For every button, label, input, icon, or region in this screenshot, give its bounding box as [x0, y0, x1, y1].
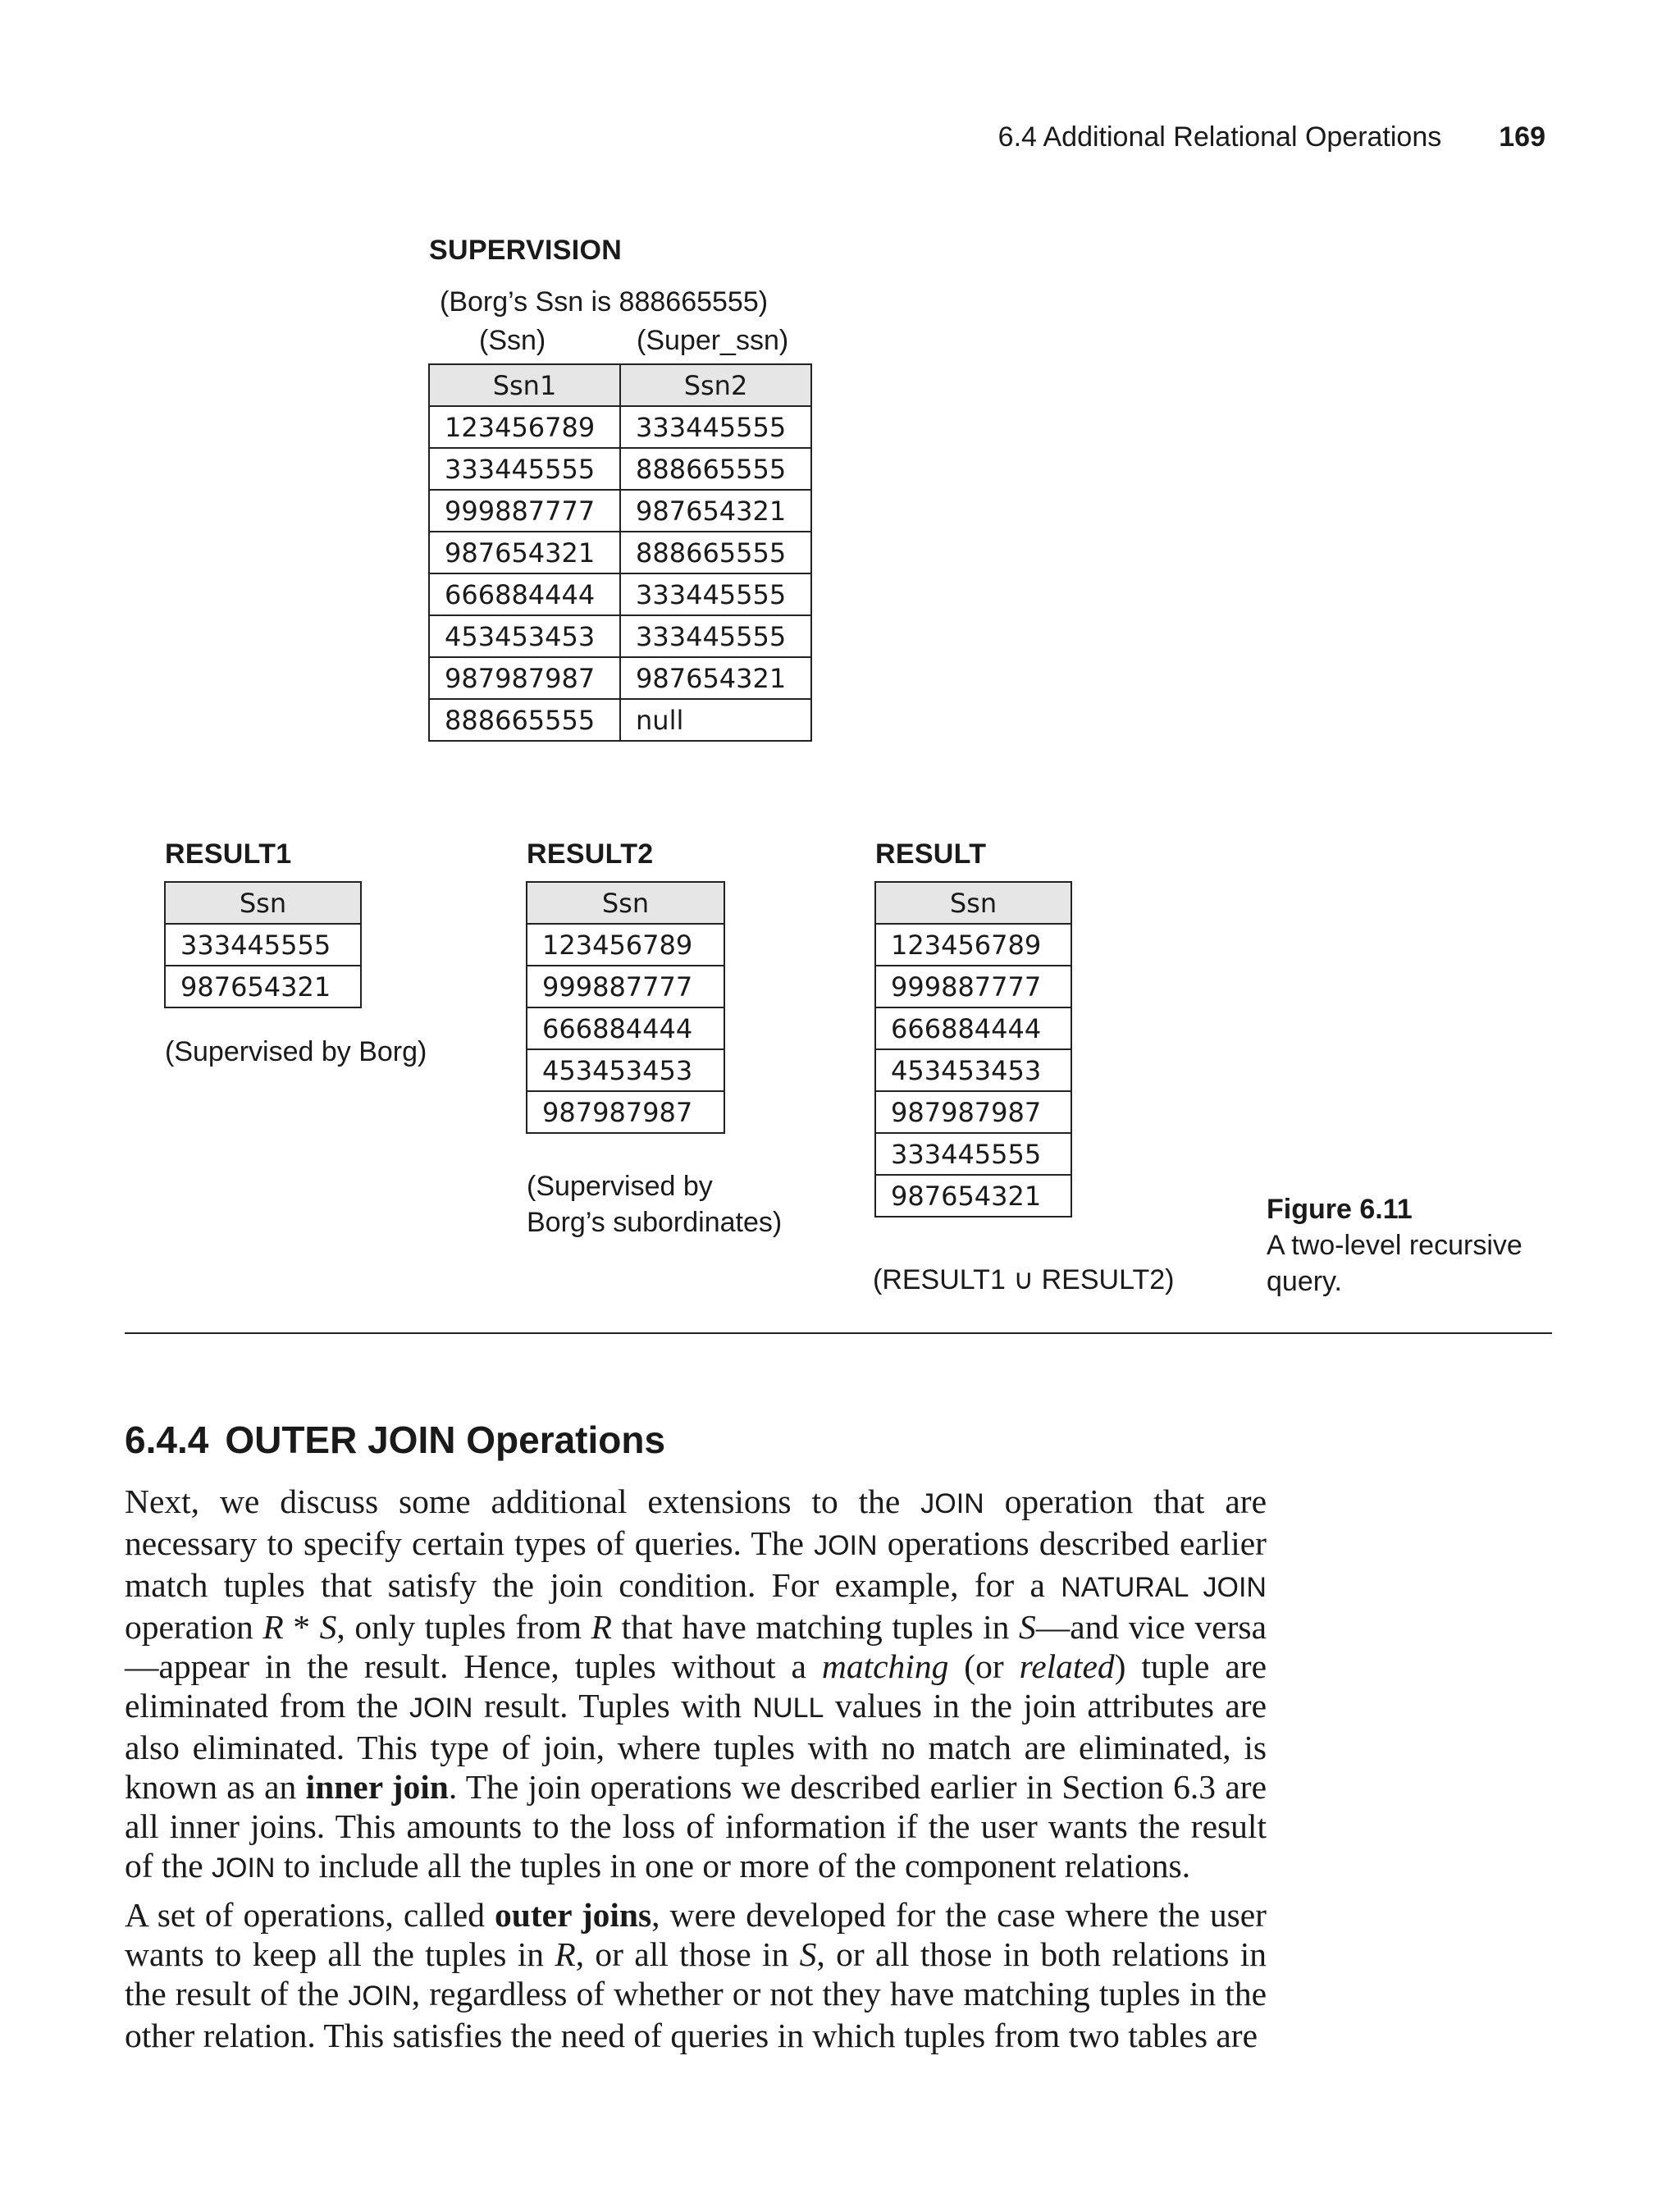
table-row [875, 1091, 1071, 1133]
table-row [429, 573, 811, 615]
table-cell: 333445555 [620, 406, 811, 448]
supervision-table [428, 363, 812, 742]
figure-label: Figure 6.11 [1267, 1194, 1413, 1225]
table-row [527, 966, 724, 1007]
table-row [875, 1133, 1071, 1175]
table-cell: null [620, 699, 811, 741]
figure-caption-line2: query. [1267, 1266, 1342, 1297]
result2-title: RESULT2 [527, 838, 654, 870]
table-header-row [875, 882, 1071, 924]
keyword-join: JOIN [920, 1488, 984, 1519]
supervision-col-tag-ssn: (Ssn) [479, 325, 546, 356]
result2-table [526, 881, 725, 1134]
table-row [429, 406, 811, 448]
figure-caption [1267, 1191, 1562, 1300]
text-run: that have matching tuples in [612, 1608, 1019, 1646]
text-run: A set of operations, called [125, 1896, 495, 1934]
keyword-null: NULL [752, 1693, 824, 1724]
table-cell: 123456789 [429, 406, 620, 448]
relation-s: S [799, 1935, 817, 1973]
result2-caption-line2: Borg’s subordinates) [527, 1207, 783, 1238]
page-number: 169 [1499, 121, 1545, 153]
column-header-ssn: Ssn [165, 882, 361, 924]
result1-caption: (Supervised by Borg) [165, 1036, 427, 1067]
table-cell: 333445555 [620, 573, 811, 615]
text-run: (or [948, 1647, 1020, 1685]
table-row [527, 1049, 724, 1091]
keyword-natural-join: NATURAL JOIN [1061, 1572, 1267, 1603]
table-cell: 333445555 [620, 615, 811, 657]
result-table [874, 881, 1072, 1217]
table-cell: 888665555 [620, 532, 811, 573]
table-cell: 999887777 [875, 966, 1071, 1007]
table-cell: 987654321 [620, 657, 811, 699]
emphasis-matching: matching [821, 1647, 949, 1685]
text-run: , or all those in [575, 1935, 800, 1973]
table-cell: 999887777 [527, 966, 724, 1007]
table-cell: 666884444 [527, 1007, 724, 1049]
table-cell: 453453453 [875, 1049, 1071, 1091]
table-cell: 453453453 [527, 1049, 724, 1091]
table-cell: 888665555 [620, 448, 811, 490]
table-header-row [429, 364, 811, 406]
keyword-join: JOIN [348, 1980, 412, 2012]
text-run: , were developed for the case where the user wants to keep all the tuples in [125, 1896, 1267, 1973]
join-operator: * [283, 1608, 320, 1646]
table-cell: 999887777 [429, 490, 620, 532]
figure-caption-line1: A two-level recursive [1267, 1230, 1522, 1261]
paragraph-2 [125, 1895, 1267, 2055]
keyword-join: JOIN [814, 1530, 878, 1561]
section-title: OUTER JOIN Operations [225, 1419, 666, 1461]
table-row [429, 615, 811, 657]
supervision-col-tag-super-ssn: (Super_ssn) [637, 325, 789, 356]
table-row [875, 924, 1071, 966]
table-cell: 123456789 [875, 924, 1071, 966]
table-header-row [165, 882, 361, 924]
relation-r: R [591, 1608, 613, 1646]
table-cell: 987654321 [165, 966, 361, 1007]
text-run: , regardless of whether or not they have matching tuples in the other relation. This satisfies the need of queries in which tuples from two tables are [125, 1975, 1267, 2054]
keyword-join: JOIN [212, 1853, 276, 1884]
table-row [165, 966, 361, 1007]
result1-table [164, 881, 362, 1008]
table-row [527, 924, 724, 966]
table-row [875, 966, 1071, 1007]
figure-divider [125, 1332, 1552, 1334]
table-cell: 333445555 [165, 924, 361, 966]
table-cell: 666884444 [429, 573, 620, 615]
emphasis-related: related [1019, 1647, 1115, 1685]
text-run: —and vice versa—appear in the result. Hence, tuples without a [125, 1608, 1267, 1685]
relation-r: R [555, 1935, 576, 1973]
text-run: . The join operations we described earlier in Section 6.3 are all inner joins. This amounts to the loss of information if the user wants the result of the [125, 1768, 1267, 1884]
term-inner-join: inner join [305, 1768, 449, 1806]
result-title: RESULT [875, 838, 987, 870]
running-header [998, 121, 1545, 153]
supervision-note: (Borg’s Ssn is 888665555) [440, 286, 769, 318]
table-cell: 987654321 [429, 532, 620, 573]
text-run: operation that are necessary to specify certain types of queries. The [125, 1482, 1267, 1562]
paragraph-1 [125, 1482, 1267, 1888]
column-header-ssn1: Ssn1 [429, 364, 620, 406]
text-run: operations described earlier match tuples that satisfy the join condition. For example, for a [125, 1524, 1267, 1604]
text-run: operation [125, 1608, 263, 1646]
relation-r: R [262, 1608, 284, 1646]
keyword-join: JOIN [409, 1693, 473, 1724]
term-outer-joins: outer joins [495, 1896, 652, 1934]
relation-s: S [1018, 1608, 1036, 1646]
table-row [429, 657, 811, 699]
table-cell: 987654321 [620, 490, 811, 532]
table-cell: 333445555 [875, 1133, 1071, 1175]
text-run: Next, we discuss some additional extensions to the [125, 1482, 921, 1520]
table-cell: 123456789 [527, 924, 724, 966]
table-row [429, 699, 811, 741]
table-row [875, 1007, 1071, 1049]
table-cell: 888665555 [429, 699, 620, 741]
text-run: to include all the tuples in one or more of the component relations. [275, 1847, 1191, 1884]
table-cell: 987987987 [875, 1091, 1071, 1133]
section-number: 6.4.4 [125, 1419, 209, 1461]
section-heading [125, 1418, 665, 1462]
table-cell: 333445555 [429, 448, 620, 490]
table-row [429, 532, 811, 573]
result1-title: RESULT1 [165, 838, 292, 870]
table-header-row [527, 882, 724, 924]
text-run: values in the join attributes are also eliminated. This type of join, where tuples with no match are eliminated, is known as an [125, 1687, 1267, 1806]
table-cell: 453453453 [429, 615, 620, 657]
table-cell: 987987987 [527, 1091, 724, 1133]
text-run: , only tuples from [336, 1608, 591, 1646]
table-cell: 987654321 [875, 1175, 1071, 1217]
result-caption: (RESULT1 ∪ RESULT2) [873, 1264, 1175, 1295]
result2-caption [527, 1168, 782, 1240]
table-row [527, 1007, 724, 1049]
result2-caption-line1: (Supervised by [527, 1171, 713, 1202]
column-header-ssn: Ssn [875, 882, 1071, 924]
table-row [429, 490, 811, 532]
column-header-ssn: Ssn [527, 882, 724, 924]
table-cell: 666884444 [875, 1007, 1071, 1049]
table-cell: 987987987 [429, 657, 620, 699]
table-row [875, 1175, 1071, 1217]
supervision-title: SUPERVISION [429, 235, 623, 266]
text-run: , or all those in both relations in the result of the [125, 1935, 1267, 2012]
table-row [429, 448, 811, 490]
table-row [527, 1091, 724, 1133]
relation-s: S [319, 1608, 337, 1646]
running-header-section: 6.4 Additional Relational Operations [998, 121, 1442, 153]
table-row [165, 924, 361, 966]
table-row [875, 1049, 1071, 1091]
text-run: result. Tuples with [472, 1687, 753, 1725]
text-run: ) tuple are eliminated from the [125, 1647, 1267, 1725]
column-header-ssn2: Ssn2 [620, 364, 811, 406]
